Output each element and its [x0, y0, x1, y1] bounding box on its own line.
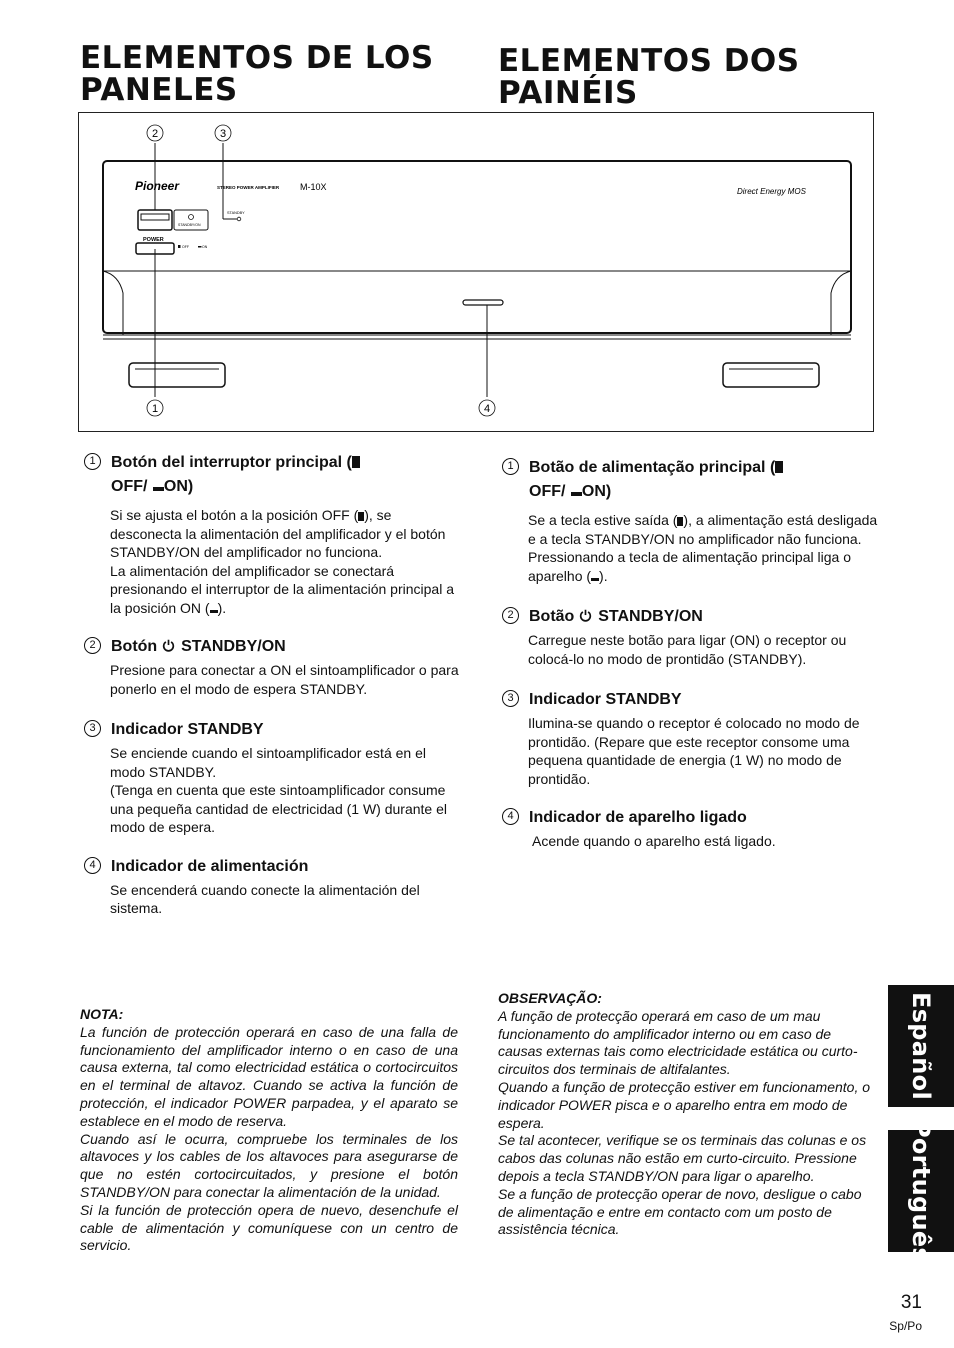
- standby-button-label: STANDBY/ON: [178, 223, 201, 227]
- amplifier-front-panel-drawing: [79, 113, 875, 433]
- nota-paragraph: Si la función de protección opera de nuevo, desenchufe el cable de alimentación y comuníquese con un centro de servicio.: [80, 1201, 458, 1254]
- off-label: OFF: [182, 245, 189, 249]
- item-body: Si se ajusta el botón a la posición OFF ( ), se desconecta la alimentación del amplificador y el botón STANDBY/ON del amplificador no funciona. La alimentación del amplificador se conectará presionando el interruptor de la alimentación principal a la posición ON ( ).: [110, 507, 454, 616]
- item-number: 1: [84, 453, 101, 470]
- item-title: Indicador de alimentación: [111, 857, 309, 875]
- item-title: Indicador de aparelho ligado: [529, 809, 747, 826]
- nota-paragraph: Quando a função de protecção estiver em funcionamento, o indicador POWER pisca e o aparelho entra em modo de espera.: [498, 1078, 871, 1131]
- svg-text:3: 3: [219, 128, 227, 140]
- pt-item-4: [502, 806, 882, 851]
- item-title: Botão STANDBY/ON: [529, 608, 703, 625]
- left-foot: [129, 363, 225, 387]
- es-item-1: [84, 451, 464, 617]
- item-body: Acende quando o aparelho está ligado.: [532, 833, 776, 849]
- on-position-icon: [571, 492, 582, 496]
- callout-3: [215, 125, 231, 141]
- on-position-icon: [210, 610, 218, 613]
- nota-paragraph: Cuando así le ocurra, compruebe los terminales de los altavoces y los cables de los altavoces para asegurarse de que no estén cortocircuitados, y presione el botón STANDBY/ON para conectar la alimentación de la unidad.: [80, 1130, 458, 1200]
- power-indicator-label: POWER: [143, 237, 164, 243]
- item-title: Indicador STANDBY: [111, 721, 264, 738]
- item-body: Carregue neste botão para ligar (ON) o receptor ou colocá-lo no modo de prontidão (STANDBY).: [528, 632, 847, 667]
- page-number: 31: [900, 1292, 922, 1313]
- item-body: Presione para conectar a ON el sintoamplificador o para ponerlo en el modo de espera STANDBY.: [110, 662, 459, 697]
- item-number: 2: [502, 607, 519, 624]
- on-label: ON: [202, 245, 208, 249]
- spanish-column: [84, 451, 464, 918]
- item-number: 4: [84, 857, 101, 874]
- off-position-icon: [775, 461, 783, 473]
- off-position-icon: [352, 456, 360, 468]
- item-body: Se encenderá cuando conecte la alimentación del sistema.: [110, 881, 420, 916]
- nota-heading: NOTA:: [80, 1006, 124, 1022]
- nota-paragraph: A função de protecção operará em caso de um mau funcionamento do amplificador interno ou em caso de causas externas tais como electricidade estática ou curto-circuitos dos terminais de altifalantes.: [498, 1007, 858, 1078]
- page-language-code: Sp/Po: [889, 1319, 922, 1333]
- power-on-indicator: [463, 300, 503, 305]
- item-body: Se a tecla estive saída ( ), a alimentação está desligada e a tecla STANDBY/ON no amplificador não funciona. Pressionando a tecla de alimentação principal liga o aparelho ( ).: [528, 512, 878, 584]
- pt-item-1: [502, 456, 882, 585]
- nota-paragraph: Se a função de protecção operar de novo, desligue o cabo de alimentação e entre em contacto com um posto de assistência técnica.: [498, 1185, 862, 1238]
- model-text: M-10X: [300, 182, 327, 192]
- svg-text:1: 1: [151, 403, 159, 415]
- language-tab-es: Español: [888, 985, 954, 1107]
- callout-1: [147, 400, 163, 416]
- pt-item-3: [502, 688, 882, 788]
- item-number: 3: [84, 720, 101, 737]
- standby-power-icon: [162, 639, 175, 652]
- nota-pt: [498, 990, 878, 1239]
- es-item-3: [84, 718, 464, 837]
- standby-indicator-label: STANDBY: [227, 211, 245, 215]
- language-tab-pt: Português: [888, 1130, 954, 1252]
- item-number: 1: [502, 458, 519, 475]
- portuguese-column: [502, 456, 882, 851]
- svg-text:4: 4: [483, 403, 491, 415]
- item-number: 3: [502, 690, 519, 707]
- front-panel-diagram: [78, 112, 874, 432]
- es-item-4: [84, 855, 464, 918]
- nota-es: [80, 1006, 458, 1255]
- on-position-icon: [153, 487, 164, 491]
- nota-heading: OBSERVAÇÃO:: [498, 990, 602, 1006]
- item-body: Ilumina-se quando o receptor é colocado no modo de prontidão. (Repare que este receptor consome uma pequena quantidade de energia (1 W) no modo de prontidão.: [528, 715, 860, 787]
- nota-paragraph: Se tal acontecer, verifique se os terminais das colunas e os cabos das colunas não estão em curto-circuito. Pressione depois a tecla STANDBY/ON para ligar o aparelho.: [498, 1132, 867, 1184]
- right-foot: [723, 363, 819, 387]
- item-title: Indicador STANDBY: [529, 691, 682, 708]
- standby-power-icon: [579, 609, 592, 622]
- on-position-icon: [591, 578, 599, 581]
- svg-text:2: 2: [151, 128, 159, 140]
- page-title-es: ELEMENTOS DE LOS PANELES: [80, 40, 434, 108]
- feature-text: Direct Energy MOS: [737, 187, 806, 196]
- item-number: 2: [84, 637, 101, 654]
- callout-4: [479, 400, 495, 416]
- page-title-pt: ELEMENTOS DOS PAINÉIS: [498, 43, 800, 111]
- item-body: Se enciende cuando el sintoamplificador está en el modo STANDBY. (Tenga en cuenta que este sintoamplificador consume una pequeña cantidad de electricidad (1 W) durante el modo de espera.: [110, 745, 447, 835]
- es-item-2: [84, 635, 464, 698]
- brand-logo-text: Pioneer: [135, 179, 180, 193]
- nota-paragraph: La función de protección operará en caso de una falla de funcionamiento del amplificador interno o en caso de una causa externa, tal como electricidad estática o cortocircuitos en el terminal de altavoz. Cuando se activa la función de protección, el indicador POWER parpadea, y el aparato se establece en el modo de reserva.: [80, 1023, 458, 1129]
- pt-item-2: [502, 605, 882, 668]
- item-title: Botón del interruptor principal ( OFF/ ON): [111, 451, 360, 499]
- item-title: Botão de alimentação principal ( OFF/ ON): [529, 456, 783, 504]
- item-number: 4: [502, 808, 519, 825]
- item-title: Botón STANDBY/ON: [111, 638, 286, 655]
- model-label-text: STEREO POWER AMPLIFIER: [217, 185, 280, 190]
- callout-2: [147, 125, 163, 141]
